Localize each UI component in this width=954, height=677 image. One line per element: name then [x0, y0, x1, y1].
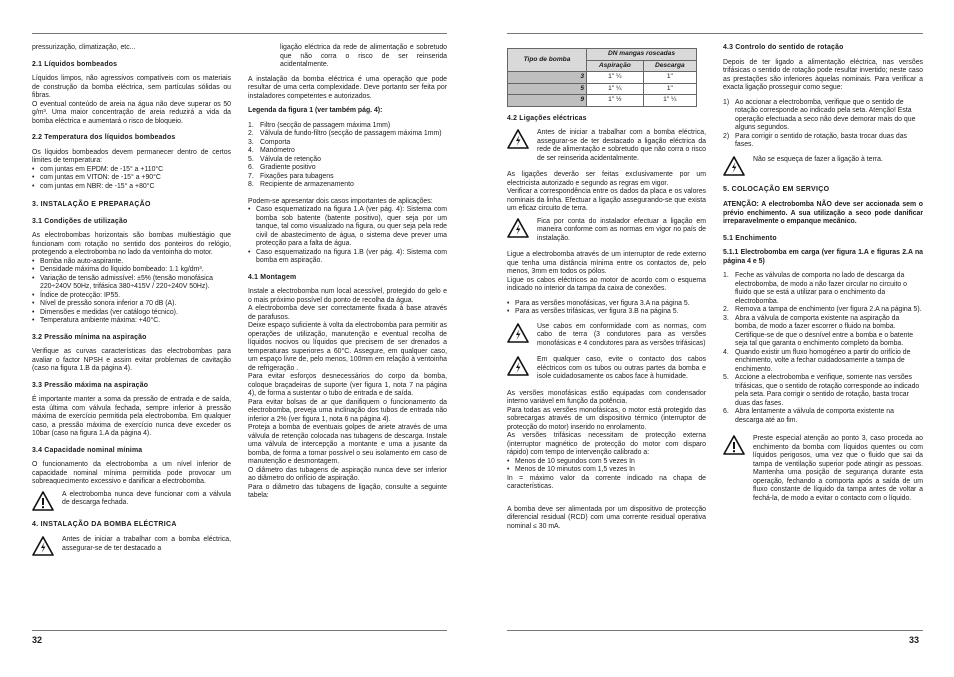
list-item [248, 181, 447, 190]
heading-condicoes: 3.1 Condições de utilização [32, 217, 128, 225]
paragraph: Para evitar esforços desnecessários do corpo da bomba, coloque braçadeiras de suporte (ver figura 1, nota 7 na página 4), de forma a sustentar o tubo de entrada e de saída. [248, 373, 447, 397]
list-text: Abra lentamente a válvula de comporta existente na descarga até ao fim. [735, 408, 894, 424]
header-rule [507, 33, 923, 34]
legend-title: Legenda da figura 1 (ver também pág. 4): [248, 107, 383, 114]
paragraph: É importante manter a soma da pressão de entrada e de saída, esta última com válvula fechada, sempre inferior à pressão máxima de exercício permitida pela electrobomba. Em qualquer caso, a pressão máxima de exercício nunca deve exceder os 10bar (caso na figura 1.A da página 4). [32, 396, 231, 437]
temperature-list [32, 166, 231, 192]
list-item: • Variação de tensão admissível: ±5% (tensão monofásica 220÷240V 50Hz, trifásica 380÷415V / 220÷240V 50Hz). [32, 275, 231, 292]
list-number: 1) [723, 98, 730, 106]
list-item [723, 99, 923, 133]
warning-text: Não se esqueça de fazer a ligação à terra. [753, 155, 883, 163]
list-item [248, 164, 447, 173]
list-item [248, 147, 447, 156]
wiring-figures-list [507, 300, 706, 317]
paragraph: A electrobomba deve ser correctamente fixada à base através de parafusos. [248, 305, 447, 321]
table-cell: 1" ¼ [643, 95, 696, 107]
table-row [508, 95, 697, 107]
list-item: • Para as versões trifásicas, ver figura 3.B na página 5. [507, 308, 706, 317]
list-item: • Índice de protecção: IP55. [32, 292, 231, 301]
heading-instalacao-preparacao: 3. INSTALAÇÃO E PREPARAÇÃO [32, 201, 151, 208]
warning-text: Preste especial atenção ao ponto 3, caso proceda ao enchimento da bomba com líquidos quentes ou com líquidos perigosos, uma vez que o fluido que sai da tampa de ventilação superior pode atingir as pessoas. Mantenha uma posição de segurança durante esta operação, fechando a comporta após a saída de um fluxo constante de líquido da tampa antes de voltar a fechá-la, de modo a evitar o contacto com o líquido. [753, 435, 923, 502]
list-number: 8. [248, 181, 254, 188]
footer-rule [32, 630, 447, 631]
conditions-list [32, 258, 231, 326]
list-item: • Densidade máxima do líquido bombeado: 1.1 kg/dm³. [32, 266, 231, 275]
heading-sentido-rotacao: 4.3 Controlo do sentido de rotação [723, 44, 844, 51]
list-item [723, 306, 923, 315]
warning-block [723, 435, 923, 503]
warning-text: Antes de iniciar a trabalhar com a bomba eléctrica, assegurar-se de ter destacado a ligação eléctrica da rede de alimentação e sobretudo que não corra o risco de ser reinserida acidentalmente. [537, 129, 706, 162]
list-text: Recipiente de armazenamento [260, 181, 354, 188]
list-text: Fixações para tubagens [260, 172, 334, 180]
list-number: 2. [248, 130, 254, 137]
paragraph: Os líquidos bombeados devem permanecer dentro de certos limites de temperatura: [32, 148, 231, 164]
table-header: Descarga [643, 60, 696, 72]
paragraph: Verificar a correspondência entre os dados da placa e os valores nominais da linha. Efectuar a ligação assegurando-se que exista um eficaz circuito de terra. [507, 188, 706, 212]
paragraph: As versões monofásicas estão equipadas com condensador interno variável em função da potência. [507, 389, 706, 405]
paragraph: In = máximo valor da corrente indicado na chapa de características. [507, 474, 706, 490]
list-text: Para corrigir o sentido de rotação, basta trocar duas das fases. [735, 132, 907, 148]
warning-block [507, 218, 706, 244]
warning-block [507, 129, 706, 163]
page-number: 32 [32, 635, 43, 645]
warning-icon [32, 491, 54, 511]
paragraph: Deixe espaço suficiente à volta da electrobomba para permitir as operações de utilização, manutenção e eventual recolha de líquidos nocivos ou líquidos que precisem de ser drenados a temperaturas superiores a 60°C. Assegure, em qualquer caso, um espaço livre de, pelo menos, 100mm em relação à ventoinha de refrigeração . [248, 322, 447, 372]
list-item: • Caso esquematizado na figura 1.A (ver pág. 4): Sistema com bomba sob batente (batente positivo), quer seja por um tanque, tal como visualizado na figura, ou quer seja pela rede civil de abastecimento de água, o sistema deve prever uma protecção para a falta de água. [248, 206, 447, 249]
list-item [723, 272, 923, 306]
right-column-1 [507, 48, 706, 537]
warning-block [723, 156, 923, 176]
list-item: • Temperatura ambiente máxima: +40°C. [32, 317, 231, 326]
paragraph: Para todas as versões monofásicas, o motor está protegido das sobrecargas através de um dispositivo térmico (interruptor de protecção do motor) inserido no enrolamento. [507, 406, 706, 431]
list-number: 1. [723, 272, 729, 279]
paragraph: Para evitar bolsas de ar que danifiquem o funcionamento da electrobomba, preveja uma inclinação dos tubos de entrada não inferior a 2% (ver figura 1, nota 6 na página 4). [248, 398, 447, 423]
header-rule [32, 33, 447, 34]
paragraph: Depois de ter ligado a alimentação eléctrica, nas versões trifásicas o sentido de rotação pode resultar invertido; neste caso as prestações são inferiores àquelas nominais. Para verificar a exacta ligação prosseguir como segue: [723, 58, 923, 91]
paragraph: As ligações deverão ser feitas exclusivamente por um electricista autorizado e segundo as regras em vigor. [507, 171, 706, 187]
list-number: 3. [723, 314, 729, 322]
list-text: Válvula de fundo-filtro (secção de passagem máxima 1mm) [260, 130, 442, 137]
page-right [477, 0, 954, 677]
table-cell: 3 [508, 72, 587, 84]
list-number: 7. [248, 172, 254, 180]
warning-icon [723, 435, 745, 455]
list-item [248, 130, 447, 139]
left-column-2 [248, 44, 447, 501]
list-number: 3. [248, 138, 254, 146]
intro-text: pressurização, climatização, etc... [32, 44, 136, 51]
heading-liquidos-bombeados: 2.1 Líquidos bombeados [32, 60, 118, 68]
paragraph: Proteja a bomba de eventuais golpes de ariete através de uma válvula de retenção colocada nas tubagens de descarga. Instale uma válvula de intercepção a montante e uma a jusante da bomba, de forma a tornar possível o seu isolamento em caso de manutenção e desmontagem. [248, 424, 447, 465]
paragraph: As electrobombas horizontais são bombas multiestágio que funcionam com rotação no sentido dos ponteiros do relógio, protegendo a electrobomba no lado da ventoinha do motor. [32, 232, 231, 256]
electric-hazard-icon [32, 536, 54, 556]
list-number: 6. [248, 164, 254, 171]
heading-pressao-maxima: 3.3 Pressão máxima na aspiração [32, 381, 149, 389]
list-text: Accione a electrobomba e verifique, somente nas versões trifásicas, que o sentido de rotação corresponde ao indicado pela seta. Para corrigir o sentido de rotação, basta trocar duas das fases. [735, 374, 920, 407]
right-column-2 [723, 44, 923, 511]
list-item: • Menos de 10 minutos com 1,5 vezes In [507, 466, 706, 475]
paragraph: O funcionamento da electrobomba a um nível inferior de capacidade nominal mínima permitida pode provocar um sobreaquecimento excessivo e danificar a electrobomba. [32, 461, 231, 485]
list-number: 4. [723, 348, 729, 356]
list-item [723, 408, 923, 425]
list-item: • Para as versões monofásicas, ver figura 3.A na página 5. [507, 300, 706, 309]
list-text: Manómetro [260, 147, 295, 154]
table-cell: 1" ¼ [587, 72, 644, 84]
rotation-steps [723, 99, 923, 150]
paragraph: A bomba deve ser alimentada por um dispositivo de protecção diferencial residual (RCD) com uma corrente residual operativa nominal ≤ 30 mA. [507, 505, 706, 530]
list-item: • Nível de pressão sonora inferior a 70 dB (A). [32, 300, 231, 309]
paragraph: Ligue os cabos eléctricos ao motor de acordo com o esquema indicado no interior da tampa da caixa de conexões. [507, 276, 706, 292]
table-row [508, 83, 697, 95]
list-item: • Menos de 10 segundos com 5 vezes In [507, 458, 706, 467]
list-item [248, 139, 447, 148]
paragraph: Podem-se apresentar dois casos importantes de aplicações: [248, 197, 433, 205]
paragraph: Verifique as curvas características das electrobombas para avaliar o factor NPSH e assim evitar problemas de cavitação (caso na figura 1.B da página 4). [32, 348, 231, 372]
subheading-electrobomba-em-carga: 5.1.1 Electrobomba em carga (ver figura 1.A e figuras 2.A na página 4 e 5) [723, 249, 923, 265]
warning-block [507, 356, 706, 382]
list-item: • Caso esquematizado na figura 1.B (ver pág. 4): Sistema com bomba em aspiração. [248, 249, 447, 266]
warning-text: Em qualquer caso, evite o contacto dos cabos eléctricos com os tubos ou outras partes da bomba e isole cuidadosamente os cabos face à humidade. [537, 356, 706, 380]
table-cell: 1" ½ [587, 95, 644, 107]
paragraph: Instale a electrobomba num local acessível, protegido do gelo e o mais próximo possível do ponto de recolha da água. [248, 288, 447, 304]
list-text: Abra a válvula de comporta existente na aspiração da bomba, de modo a fazer escorrer o fluido na bomba. Certifique-se de que o desnível entre a bomba e o batente seja tal que garanta o enchimento completo da bomba. [735, 314, 914, 347]
list-number: 5. [723, 374, 729, 381]
list-text: Comporta [260, 138, 291, 146]
list-number: 5. [248, 155, 254, 163]
list-item [248, 122, 447, 131]
electric-hazard-icon [723, 156, 745, 176]
list-text: Válvula de retenção [260, 155, 321, 163]
list-item [723, 315, 923, 349]
cases-list [248, 206, 447, 266]
list-text: Quando existir um fluxo homogéneo a partir do orifício de enchimento, volte a fechar cuidadosamente a tampa de enchimento. [735, 348, 911, 373]
paragraph: O diâmetro das tubagens de aspiração nunca deve ser inferior ao diâmetro do orifício de aspiração. [248, 466, 447, 482]
warning-text: A electrobomba nunca deve funcionar com a válvula de descarga fechada. [62, 490, 231, 506]
heading-enchimento: 5.1 Enchimento [723, 234, 777, 242]
list-number: 2) [723, 132, 730, 140]
warning-text: Antes de iniciar a trabalhar com a bomba eléctrica, assegurar-se de ter destacado a [62, 536, 231, 552]
electric-hazard-icon [507, 129, 529, 149]
list-item: • com juntas em VITON: de -15° a +90°C [32, 174, 231, 183]
table-header: DN mangas roscadas [587, 49, 697, 61]
list-text: Ao accionar a electrobomba, verifique que o sentido de rotação corresponde ao indicado pela seta. Atenção! Esta operação efectuada a seco não deve demorar mais do que alguns segundos. [735, 98, 916, 131]
table-header: Tipo de bomba [508, 49, 587, 72]
list-item: • Dimensões e medidas (ver catálogo técnico). [32, 309, 231, 318]
attention-paragraph: ATENÇÃO: A electrobomba NÃO deve ser accionada sem o prévio enchimento. A sua utilização a seco pode danificar irreparavelmente o empanque mecânico. [723, 201, 923, 225]
list-item: • com juntas em NBR: de -15° a +80°C [32, 183, 231, 192]
list-text: Feche as válvulas de comporta no lado de descarga da electrobomba, de modo a não fazer circular no circuito o fluido que se está a utilizar para o enchimento da electrobomba. [735, 272, 907, 305]
list-text: Gradiente positivo [260, 164, 316, 171]
legend-list [248, 122, 447, 190]
table-cell: 1" [643, 72, 696, 84]
left-column-1 [32, 44, 231, 564]
list-item [723, 349, 923, 375]
warning-text: Use cabos em conformidade com as normas, com cabo de terra (3 condutores para as versões monofásicas e 4 condutores para as versões trifásicas) [537, 322, 706, 347]
electric-hazard-icon [507, 323, 529, 343]
heading-montagem: 4.1 Montagem [248, 273, 297, 281]
warning-text: Fica por conta do instalador efectuar a ligação em maneira conforme com as normas em vigor no país de instalação. [537, 217, 706, 242]
heading-ligacoes-electricas: 4.2 Ligações eléctricas [507, 114, 587, 122]
list-number: 2. [723, 306, 729, 313]
electric-hazard-icon [507, 356, 529, 376]
warning-block [32, 491, 231, 511]
heading-colocacao-servico: 5. COLOCAÇÃO EM SERVIÇO [723, 185, 830, 193]
table-row [508, 72, 697, 84]
list-item: • Bomba não auto-aspirante. [32, 258, 231, 267]
table-cell: 1" ¼ [587, 83, 644, 95]
warning-block [507, 323, 706, 349]
list-item [723, 133, 923, 150]
paragraph: ligação eléctrica da rede de alimentação e sobretudo que não corra o risco de ser reinserida acidentalmente. [280, 44, 447, 68]
list-text: Filtro (secção de passagem máxima 1mm) [260, 121, 391, 129]
list-item [248, 173, 447, 182]
dn-table [507, 48, 697, 107]
heading-temperatura: 2.2 Temperatura dos líquidos bombeados [32, 134, 176, 141]
paragraph: As versões trifásicas necessitam de protecção externa (interruptor magnético de protecção do motor com disparo rápido) com tempo de intervenção calibrado a: [507, 432, 706, 456]
footer-rule [507, 630, 923, 631]
paragraph: A instalação da bomba eléctrica é uma operação que pode resultar de uma certa complexidade. Deve portanto ser feita por instaladores competentes e autorizados. [248, 75, 447, 100]
list-number: 4. [248, 147, 254, 154]
paragraph: Líquidos limpos, não agressivos compatíveis com os materiais de construção da bomba eléctrica, sem partículas sólidas ou fibras. O eventual conteúdo de areia na água não deve superar os 50 g/m³. Uma maior concentração de areia reduzirá a vida da bomba eléctrica e aumentará o risco de bloqueio. [32, 75, 231, 125]
table-cell: 5 [508, 83, 587, 95]
list-item [723, 374, 923, 408]
heading-pressao-minima: 3.2 Pressão mínima na aspiração [32, 333, 147, 341]
heading-instalacao-bomba: 4. INSTALAÇÃO DA BOMBA ELÉCTRICA [32, 520, 177, 528]
list-text: Remova a tampa de enchimento (ver figura 2.A na página 5). [735, 306, 922, 313]
electric-hazard-icon [507, 218, 529, 238]
page-number: 33 [909, 635, 920, 645]
warning-block [32, 536, 231, 556]
paragraph: Ligue a electrobomba através de um interruptor de rede externo que tenha uma distância mínima entre os contactos de, pelo menos, 3mm em todos os pólos. [507, 251, 706, 275]
table-cell: 1" [643, 83, 696, 95]
paragraph: Para o diâmetro das tubagens de ligação, consulte a seguinte tabela: [248, 483, 447, 499]
list-number: 1. [248, 121, 254, 129]
table-cell: 9 [508, 95, 587, 107]
table-header: Aspiração [587, 60, 644, 72]
protection-list [507, 458, 706, 475]
heading-capacidade-minima: 3.4 Capacidade nominal mínima [32, 446, 143, 454]
filling-steps [723, 272, 923, 425]
list-item [248, 156, 447, 165]
list-number: 6. [723, 408, 729, 415]
list-item: • com juntas em EPDM: de -15° a +110°C [32, 166, 231, 175]
